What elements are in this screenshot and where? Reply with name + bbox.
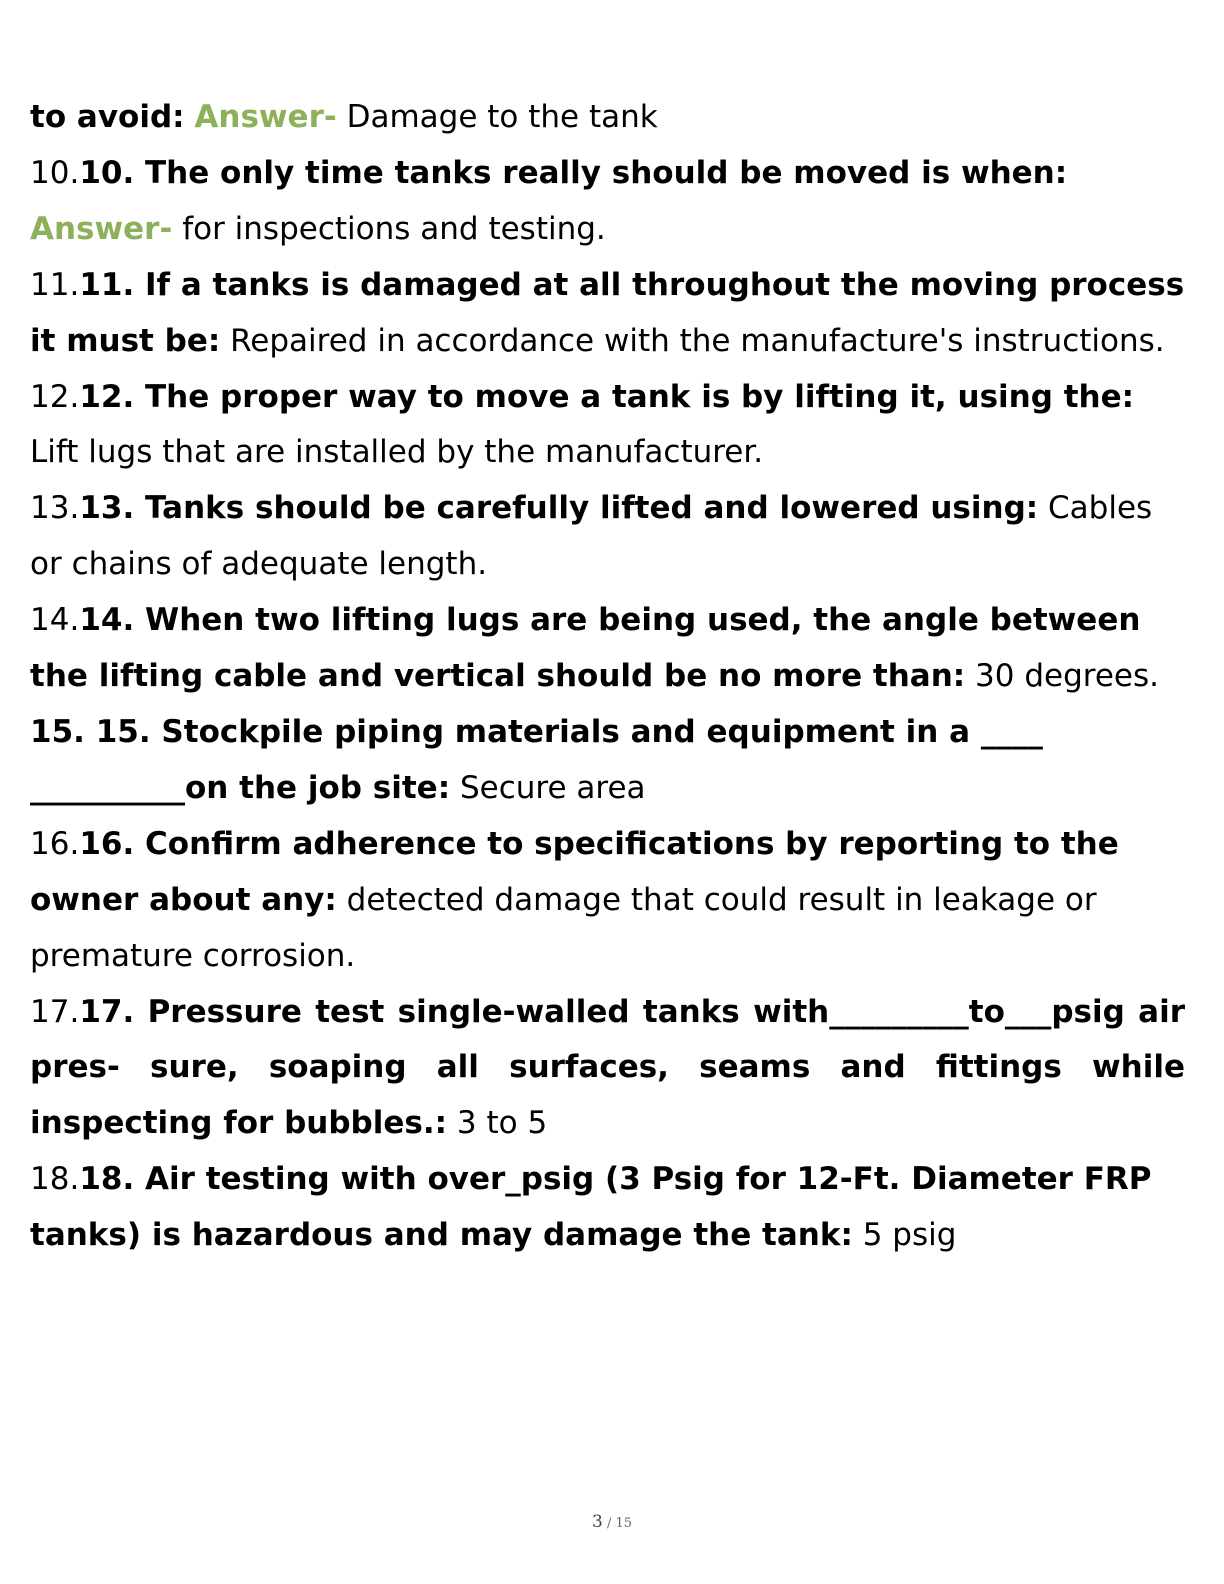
entry-number: 12. (30, 378, 80, 415)
answer-text: Lift lugs that are installed by the manufacturer. (30, 434, 764, 471)
answer-text: Secure area (450, 769, 646, 806)
qa-entry (30, 370, 1185, 482)
entry-number: 18. (30, 1161, 80, 1198)
question-text: 18. Air testing with over_psig (3 Psig for 12-Ft. Diameter FRP tanks) is hazardous and may damage the tank: (30, 1161, 1152, 1254)
qa-entry (30, 258, 1185, 370)
answer-text: Repaired in accordance with the manufacture's instructions. (220, 322, 1165, 359)
answer-label: Answer- (30, 210, 173, 247)
answer-text: 30 degrees. (965, 658, 1159, 695)
question-text: 16. Confirm adherence to specifications by reporting to the owner about any: (30, 825, 1119, 918)
qa-entry (30, 817, 1185, 985)
qa-entry (30, 593, 1185, 705)
qa-entry (30, 1152, 1185, 1264)
qa-entry (30, 146, 1185, 258)
answer-text: for inspections and testing. (172, 210, 606, 247)
answer-label: Answer- (194, 99, 337, 135)
question-text: 12. The proper way to move a tank is by lifting it, using the: (79, 378, 1135, 415)
qa-entry (30, 985, 1185, 1153)
answer-text: 3 to 5 (447, 1105, 548, 1142)
entry-number: 17. (30, 993, 80, 1030)
entry-number: 13. (30, 490, 80, 527)
answer-text: detected damage that could result in leakage or premature corrosion. (30, 881, 1097, 974)
page-number (0, 1512, 1224, 1532)
entry-number: 11. (30, 266, 80, 303)
answer-text: Damage to the tank (336, 99, 658, 135)
qa-entry (30, 705, 1185, 817)
question-text: 15. 15. Stockpile piping materials and equipment in a ____ __________on the job site: (30, 713, 1043, 806)
entry-number: 10. (30, 154, 80, 191)
question-text: 17. Pressure test single-walled tanks with_________to___psig air pres- sure, soaping all surfaces, seams and fittings while inspecting for bubbles.: (30, 993, 1185, 1142)
current-page: 3 (591, 1512, 603, 1532)
question-text: 11. If a tanks is damaged at all throughout the moving process it must be: (30, 266, 1185, 359)
entry-number: 14. (30, 602, 80, 639)
document-body (30, 90, 1185, 1264)
question-text: to avoid: (30, 99, 185, 135)
total-pages: / 15 (602, 1516, 632, 1531)
answer-text: Cables or chains of adequate length. (30, 490, 1153, 583)
qa-entry (30, 481, 1185, 593)
answer-text: 5 psig (852, 1217, 957, 1254)
qa-entry (30, 90, 1185, 146)
question-text: 14. When two lifting lugs are being used, the angle between the lifting cable and vertical should be no more than: (30, 602, 1141, 695)
question-text: 10. The only time tanks really should be moved is when: (79, 154, 1068, 191)
entry-number: 16. (30, 825, 80, 862)
question-text: 13. Tanks should be carefully lifted and lowered using: (79, 490, 1039, 527)
